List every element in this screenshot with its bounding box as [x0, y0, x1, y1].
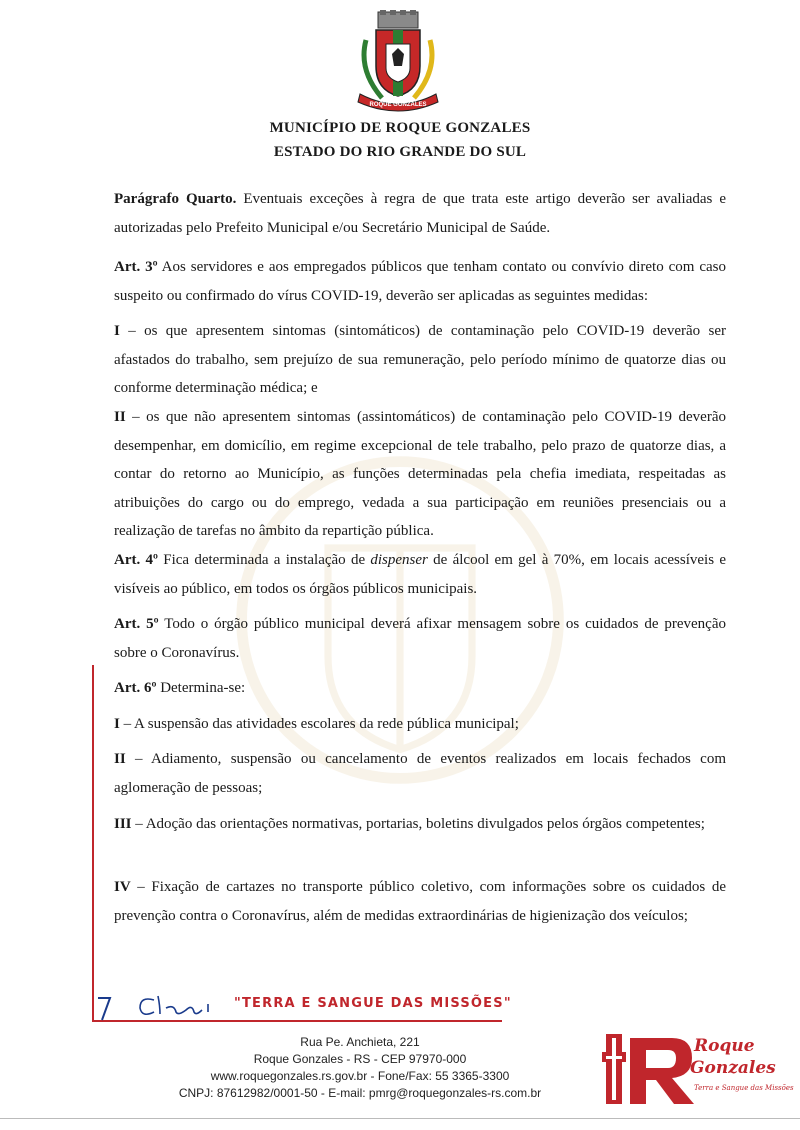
article-4: Art. 4º Fica determinada a instalação de dispenser de álcool em gel à 70%, em locais acessíveis e visíveis ao público, em todos os órgãos públicos municipais. — [114, 552, 726, 597]
logo-tagline: Terra e Sangue das Missões — [694, 1084, 794, 1092]
article-3: Art. 3º Aos servidores e aos empregados públicos que tenham contato ou convívio direto com caso suspeito ou confirmado do vírus COVID-19, deverão ser aplicadas as seguintes medidas: — [114, 259, 726, 304]
margin-line — [92, 665, 94, 1020]
municipal-crest-icon — [352, 10, 444, 112]
article-3-item-i: I – os que apresentem sintomas (sintomáticos) de contaminação pelo COVID-19 deverão ser afastados do trabalho, sem prejuízo de sua remuneração, pelo período mínimo de quatorze dias ou conforme determinação médica; e — [114, 323, 726, 396]
article-6-item-iv: IV – Fixação de cartazes no transporte público coletivo, com informações sobre os cuidados de prevenção contra o Coronavírus, além de medidas extraordinárias de higienização dos veículos; — [114, 879, 726, 924]
footer-address: Rua Pe. Anchieta, 221 — [300, 1035, 420, 1049]
article-5: Art. 5º Todo o órgão público municipal deverá afixar mensagem sobre os cuidados de prevenção sobre o Coronavírus. — [114, 616, 726, 661]
page-bottom-divider — [0, 1118, 800, 1119]
footer-city: Roque Gonzales - RS - CEP 97970-000 — [253, 1052, 467, 1066]
article-6: Art. 6º Determina-se: — [114, 680, 246, 696]
article-3-item-ii: II – os que não apresentem sintomas (assintomáticos) de contaminação pelo COVID-19 deverão desempenhar, em domicílio, em regime excepcional de tele trabalho, pelo prazo de quatorze dias, a contar do retorno ao Município, as funções determinadas pela chefia imediata, respeitadas as atribuições do cargo ou do emprego, vedada a sua participação em reuniões presenciais ou a realização de tarefas no âmbito da repartição pública. — [114, 409, 726, 539]
paragraph-quarto: Parágrafo Quarto. Eventuais exceções à regra de que trata este artigo deverão ser avaliadas e autorizadas pelo Prefeito Municipal e/ou Secretário Municipal de Saúde. — [114, 191, 726, 236]
footer-contact: www.roquegonzales.rs.gov.br - Fone/Fax: 55 3365-3300 — [210, 1069, 510, 1083]
logo-text-roque: Roque — [694, 1036, 755, 1056]
article-6-item-i: I – A suspensão das atividades escolares da rede pública municipal; — [114, 716, 519, 732]
logo-text-gonzales: Gonzales — [690, 1058, 776, 1078]
crest-banner-text: ROQUE GONZALES — [369, 102, 427, 108]
footer-cnpj: CNPJ: 87612982/0001-50 - E-mail: pmrg@roquegonzales-rs.com.br — [178, 1086, 542, 1100]
state-title: ESTADO DO RIO GRANDE DO SUL — [273, 144, 527, 160]
article-6-item-ii: II – Adiamento, suspensão ou cancelamento de eventos realizados em locais fechados com aglomeração de pessoas; — [114, 751, 726, 796]
slogan: "TERRA E SANGUE DAS MISSÕES" — [234, 996, 512, 1011]
article-6-item-iii: III – Adoção das orientações normativas, portarias, boletins divulgados pelos órgãos competentes; — [114, 816, 705, 832]
municipality-title: MUNICÍPIO DE ROQUE GONZALES — [269, 120, 531, 136]
handwritten-signature-icon — [96, 986, 256, 1026]
